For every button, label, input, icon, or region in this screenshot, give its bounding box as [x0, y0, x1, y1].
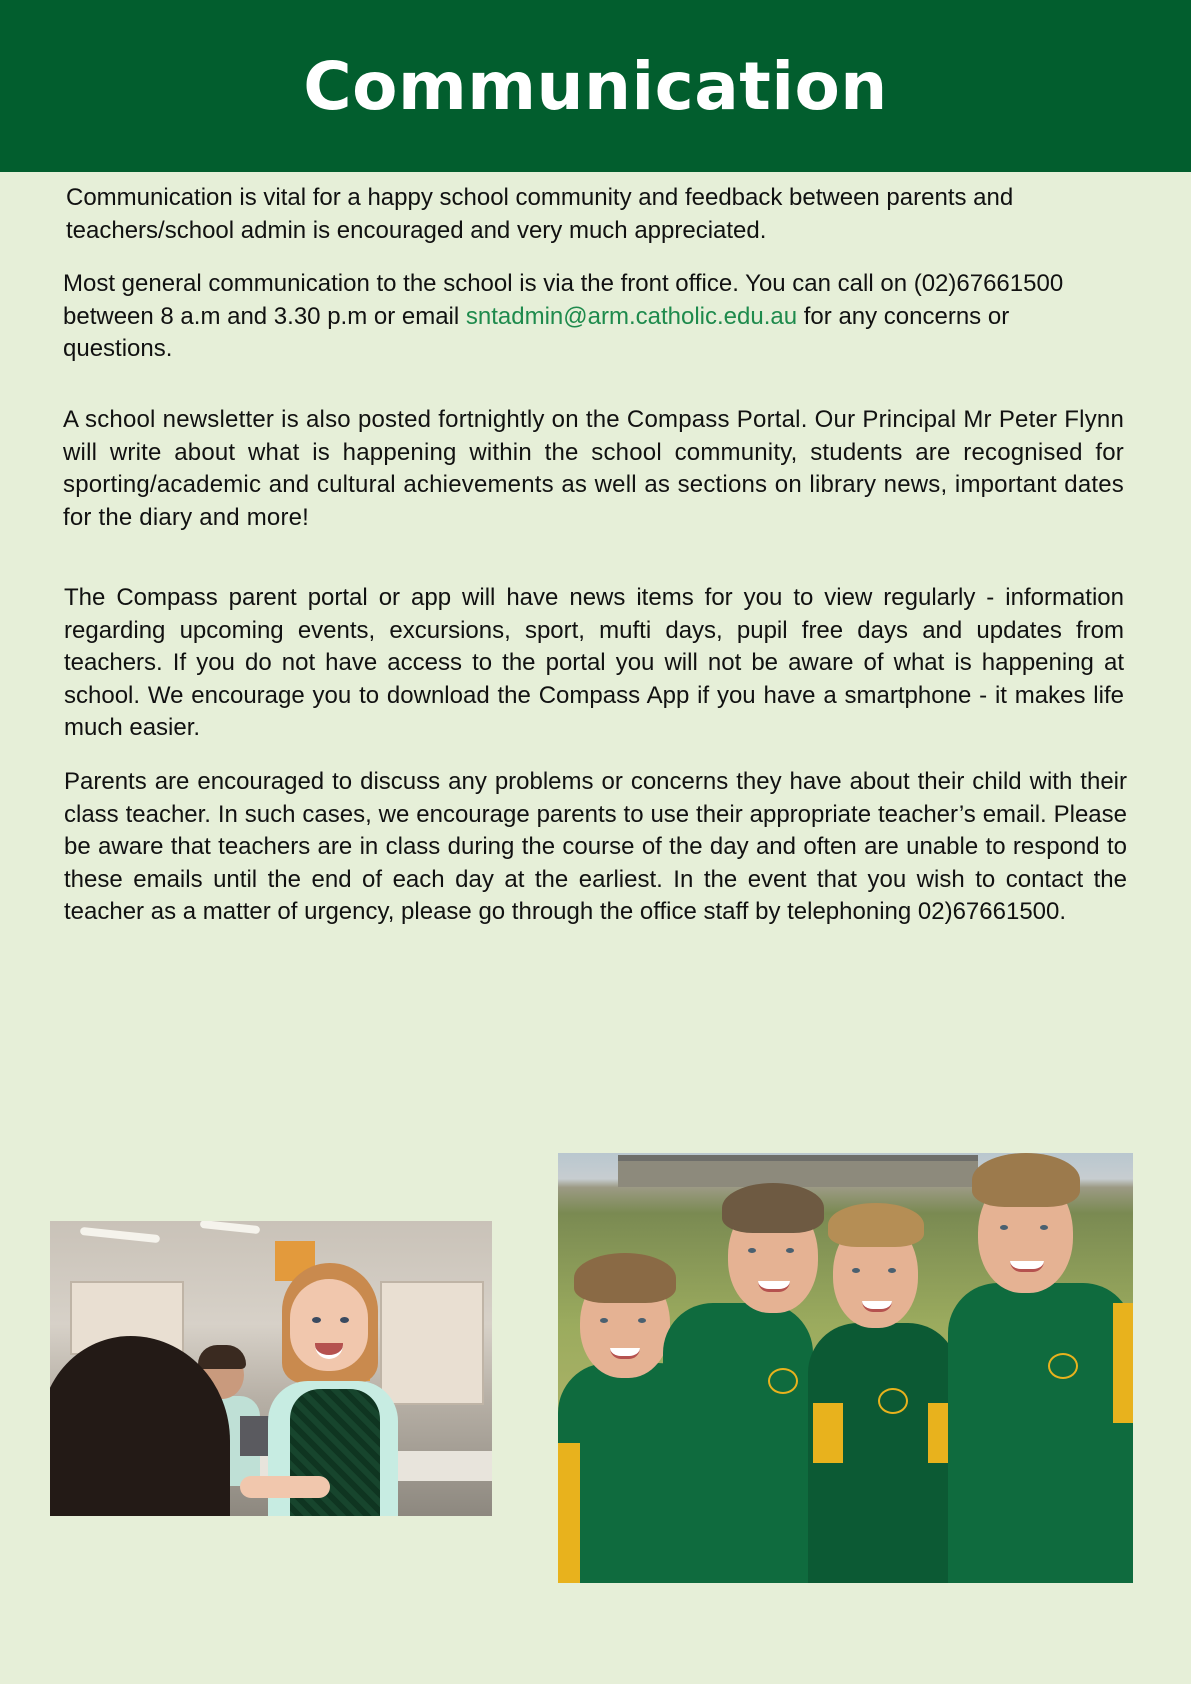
classroom-photo: [50, 1221, 492, 1516]
intro-paragraph: Communication is vital for a happy school community and feedback between parents and teachers/school admin is encouraged and very much appreciated.: [66, 184, 1014, 244]
newsletter-paragraph: A school newsletter is also posted fortnightly on the Compass Portal. Our Principal Mr Peter Flynn will write about what is happening within the school community, students are recognised for sporting/academic and cultural achievements as well as sections on library news, important dates for the diary and more!: [63, 406, 1124, 531]
header-banner: [0, 0, 1191, 172]
contact-paragraph: [63, 268, 1123, 366]
parents-paragraph: Parents are encouraged to discuss any problems or concerns they have about their child with their class teacher. In such cases, we encourage parents to use their appropriate teacher’s email. Please be aware that teachers are in class during the course of the day and often are unable to respond to these emails until the end of each day at the earliest. In the event that you wish to contact the teacher as a matter of urgency, please go through the office staff by telephoning 02)67661500.: [64, 768, 1127, 925]
students-group-photo: [558, 1153, 1133, 1583]
contact-text-after: for any concerns or questions.: [63, 302, 1010, 362]
compass-paragraph: The Compass parent portal or app will have news items for you to view regularly - information regarding upcoming events, excursions, sport, mufti days, pupil free days and updates from teachers. If you do not have access to the portal you will not be aware of what is happening at school. We encourage you to download the Compass App if you have a smartphone - it makes life much easier.: [64, 584, 1124, 741]
email-link[interactable]: sntadmin@arm.catholic.edu.au: [465, 302, 798, 330]
contact-text-before: Most general communication to the school is via the front office. You can call on (02)67661500 between 8 a.m and 3.30 p.m or email: [63, 270, 1064, 330]
page-title: Communication: [303, 47, 888, 125]
